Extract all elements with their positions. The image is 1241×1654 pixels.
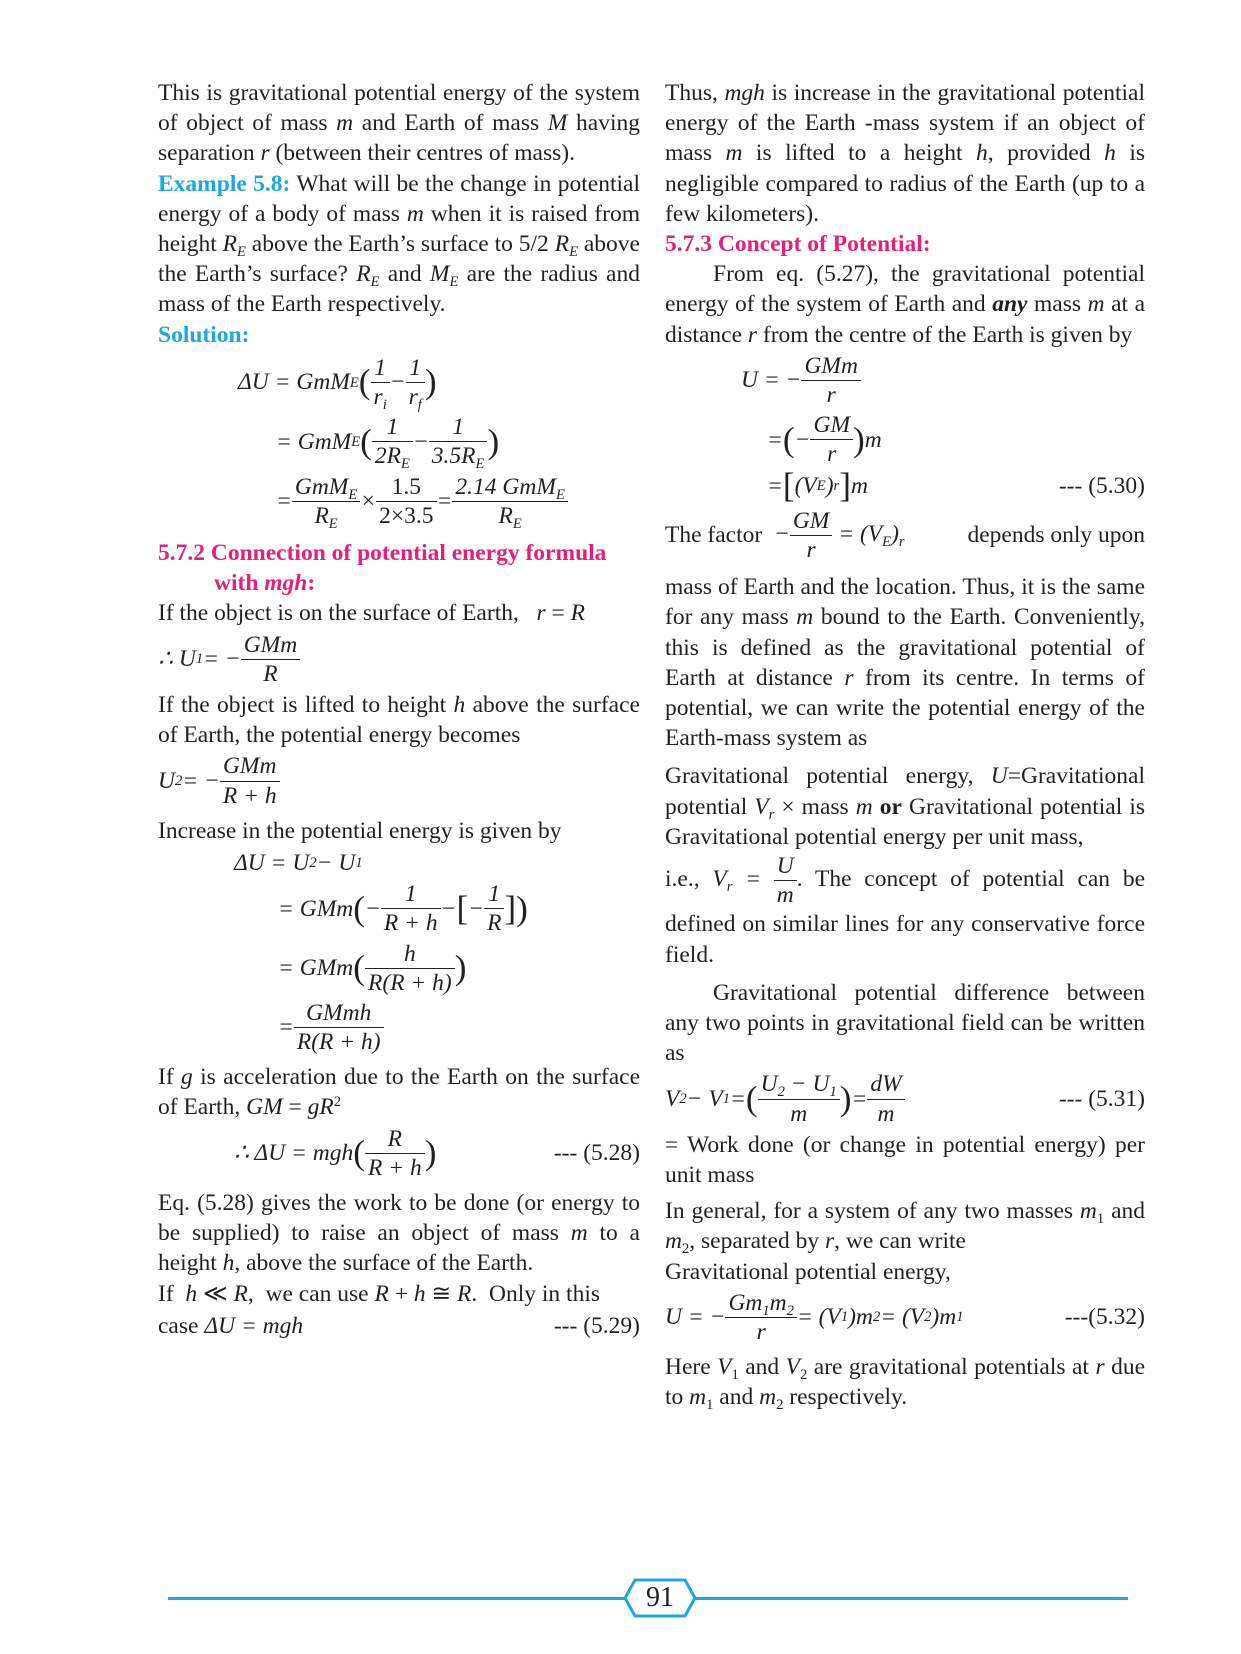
gpe2-paragraph: Gravitational potential energy,	[665, 1258, 951, 1285]
left-column	[158, 78, 640, 1343]
eq-531-number: --- (5.31)	[1058, 1085, 1145, 1112]
if-paragraph: If h ≪ R, we can use R + h ≅ R. Only in this	[158, 1280, 601, 1307]
eq-528-row: ∴ ΔU = mgh ( $\frac{R}{R + h}$ ) --- (5.28)	[234, 1125, 640, 1181]
thus-paragraph: Thus, mgh is increase in the gravitational potential energy of the Earth -mass system if an object of mass m is lifted to a height h, provided h is negligible compared to radius of the Earth (up to a few kilometers).	[665, 80, 1146, 227]
increase-paragraph: Increase in the potential energy is given by	[158, 817, 562, 844]
eq-u-gm-m: = ( − $\frac{GM}{r}$ ) m	[767, 412, 882, 468]
page-number: 91	[646, 1582, 674, 1613]
ie-paragraph: i.e., $V_r$ = $\frac{U}{m}$ . The concept of potential can be defined on similar lines for any conservative force field.	[665, 852, 1145, 968]
example-label: Example 5.8:	[158, 170, 291, 197]
general-paragraph: In general, for a system of any two masses $m_1$ and $m_2$, separated by r, we can write	[665, 1198, 1145, 1258]
intro-paragraph: This is gravitational potential energy of the system of object of mass m and Earth of mass M having separation r (between their centres of mass).	[158, 80, 640, 167]
eq-u2: U 2 = − $\frac{\text{GMm}}{R + h}$	[158, 752, 640, 809]
eq-529-row: case ΔU = mgh --- (5.29)	[158, 1311, 640, 1341]
eq-delta-u-gmm-2: = GMm ( $\frac{h}{R(R + h)}$ )	[278, 940, 467, 996]
solution-label: Solution:	[158, 321, 250, 348]
eq-delta-u-2: = GmM E ( $\frac{1}{2R_E}$ − $\frac{1}{3.5R_E}$ )	[276, 414, 500, 473]
here-paragraph: Here $V_1$ and $V_2$ are gravitational potentials at r due to $m_1$ and $m_2$ respectively.	[665, 1354, 1145, 1414]
eq-u1: ∴ U 1 = − $\frac{\text{GMm}}{R}$	[158, 631, 640, 688]
eq-530-number: --- (5.30)	[1058, 472, 1145, 499]
section-573-heading: 5.7.3 Concept of Potential:	[665, 231, 931, 258]
diff-paragraph: Gravitational potential difference between any two points in gravitational field can be written as	[665, 979, 1145, 1067]
gpe-paragraph: Gravitational potential energy, U=Gravitational potential $V_r$ × mass m or Gravitational potential is Gravitational potential energy per unit mass,	[665, 763, 1145, 850]
eq-u-gmm: U = − $\frac{\text{GMm}}{r}$	[741, 352, 1145, 409]
example-paragraph: Example 5.8: What will be the change in potential energy of a body of mass m when it is raised from height $R_E$ above the Earth’s surface to 5/2 $R_E$ above the Earth’s surface? $R_E$ and $M_E$ are the radius and mass of the Earth respectively.	[158, 170, 641, 318]
eq-530-row: = [ (V E ) r ] m --- (5.30)	[767, 465, 1145, 505]
eq-delta-u-gmm-3: = $\frac{\text{GMmh}}{R(R + h)}$	[234, 999, 640, 1056]
potential-equations	[665, 352, 1145, 505]
page-footer	[168, 1578, 1128, 1618]
eq-532-number: ---(5.32)	[1064, 1304, 1145, 1331]
eq528-paragraph: Eq. (5.28) gives the work to be done (or energy to be supplied) to raise an object of mass m to a height h, above the surface of the Earth.	[158, 1190, 640, 1277]
eq-delta-u-u2-u1: ΔU = U 2 − U 1	[234, 849, 363, 876]
eq-delta-u-gmm-1: = GMm ( − $\frac{1}{R + h}$ − [ − $\frac{1}{R}$ ])	[278, 881, 528, 937]
eq-531-row: V 2 − V 1 = ( $\frac{U_2 - U_1}{m}$ ) = $\frac{dW}{m}$ --- (5.31)	[665, 1071, 1145, 1127]
factor-row: The factor − $\frac{GM}{r}$ = $(V_E)_r$ depends only upon	[665, 507, 1145, 563]
work-paragraph: = Work done (or change in potential energy) per unit mass	[665, 1131, 1145, 1188]
increase-equations	[158, 848, 640, 1056]
from-paragraph: From eq. (5.27), the gravitational potential energy of the system of Earth and any mass m at a distance r from the centre of the Earth is given by	[665, 261, 1146, 348]
solution-equations	[158, 354, 640, 530]
right-column	[665, 78, 1145, 1413]
section-572-heading: 5.7.2 Connection of potential energy formula with mgh:	[158, 539, 607, 597]
eq-delta-u-1: ΔU = GmM E ( $\frac{1}{r_i}$ − $\frac{1}{r_f}$ )	[238, 354, 437, 414]
eq-528-number: --- (5.28)	[553, 1140, 640, 1167]
g-paragraph: If g is acceleration due to the Earth on the surface of Earth, GM = $gR^2$	[158, 1064, 640, 1121]
eq-532-row: U = − $\frac{Gm_1m_2}{r}$ = (V 1 )m 2 = (V 2 )m 1 ---(5.32)	[665, 1289, 1145, 1345]
lifted-paragraph: If the object is lifted to height h above the surface of Earth, the potential energy becomes	[158, 691, 640, 749]
eq-529-number: --- (5.29)	[553, 1312, 640, 1339]
eq-delta-u-3: = $\frac{GmM_E}{R_E}$ × $\frac{1.5}{2\times 3.5}$ = $\frac{2.14 GmM_E}{R_E}$	[238, 473, 640, 530]
surface-paragraph: If the object is on the surface of Earth, r = R	[158, 600, 585, 627]
mass-paragraph: mass of Earth and the location. Thus, it is the same for any mass m bound to the Earth. Conveniently, this is defined as the gravitational potential of Earth at distance r from its centre. In terms of potential, we can write the potential energy of the Earth-mass system as	[665, 574, 1145, 752]
